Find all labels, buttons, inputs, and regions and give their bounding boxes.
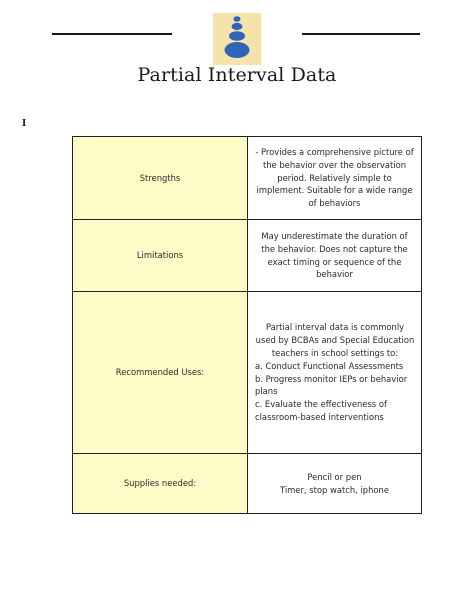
info-table xyxy=(72,136,422,514)
list-item: c. Evaluate the effectiveness of classroom-based interventions xyxy=(255,399,387,422)
row-value xyxy=(248,292,422,454)
row-value xyxy=(248,454,422,514)
header-rule-right xyxy=(302,33,420,35)
table-row-recommended-uses xyxy=(73,292,422,454)
stacked-stones-logo-icon xyxy=(213,13,261,65)
row-label: Strengths xyxy=(73,137,248,220)
list-item: b. Progress monitor IEPs or behavior plans xyxy=(255,373,408,397)
table-row-strengths xyxy=(73,137,422,220)
row-label: Recommended Uses: xyxy=(73,292,248,454)
row-value: May underestimate the duration of the behavior. Does not capture the exact timing or sequence of the behavior xyxy=(248,220,422,292)
row-label: Supplies needed: xyxy=(73,454,248,514)
row-value: - Provides a comprehensive picture of the behavior over the observation period. Relatively simple to implement. Suitable for a wide range of behaviors xyxy=(248,137,422,220)
row-label: Limitations xyxy=(73,220,248,292)
recommended-uses-intro: Partial interval data is commonly used by BCBAs and Special Education teachers in school settings to: xyxy=(255,322,415,358)
supply-line: Timer, stop watch, iphone xyxy=(279,484,390,495)
list-item: a. Conduct Functional Assessments xyxy=(255,360,404,371)
supply-line: Pencil or pen xyxy=(307,471,362,482)
page-title: Partial Interval Data xyxy=(137,64,337,86)
table-row-limitations xyxy=(73,220,422,292)
stray-mark: I xyxy=(22,119,27,129)
table-row-supplies xyxy=(73,454,422,514)
header-rule-left xyxy=(52,33,172,35)
